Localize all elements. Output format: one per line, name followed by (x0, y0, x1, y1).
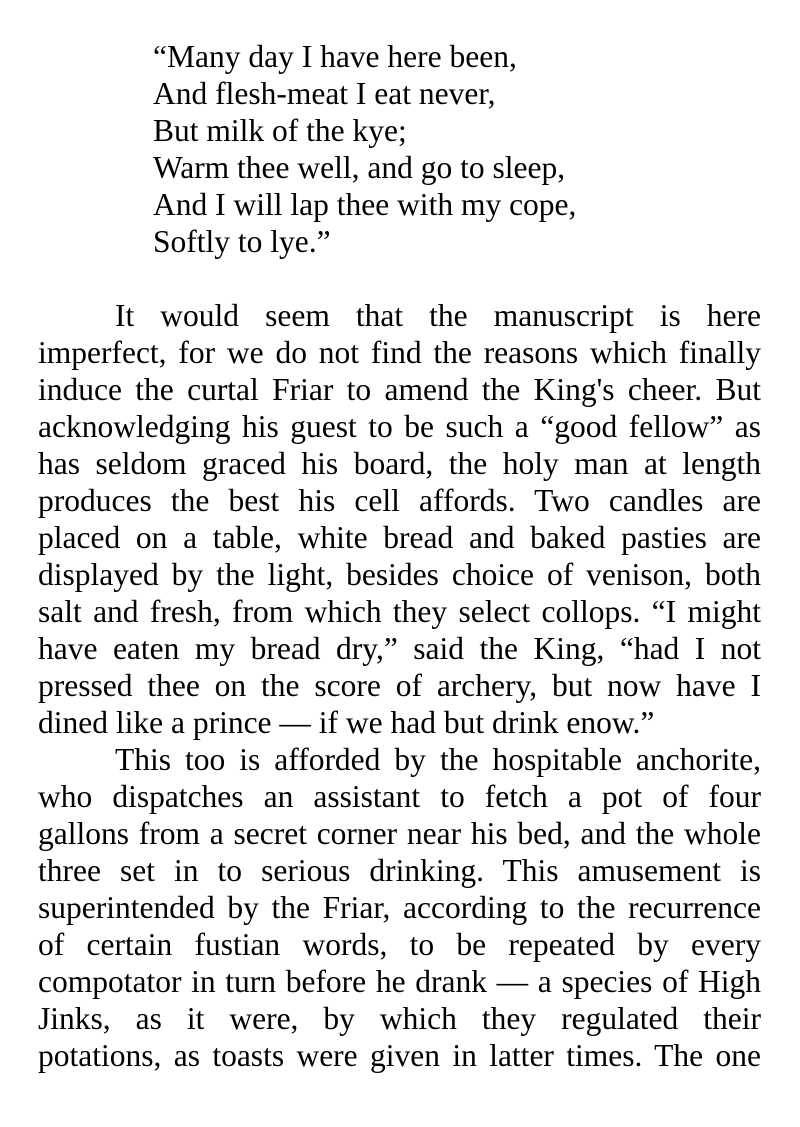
text-line: of certain fustian words, to be repeated by every (38, 927, 761, 962)
text-line: dined like a prince — if we had but drink enow.” (38, 705, 655, 740)
text-line: induce the curtal Friar to amend the King's cheer. But (38, 372, 761, 407)
text-line: It would seem that the manuscript is here (115, 298, 761, 333)
text-line: three set in to serious drinking. This amusement is (38, 853, 761, 888)
verse-line: Warm thee well, and go to sleep, (153, 150, 566, 185)
verse-block (153, 38, 576, 260)
text-line: displayed by the light, besides choice of venison, both (38, 557, 761, 592)
text-line: compotator in turn before he drank — a species of High (38, 964, 761, 999)
text-line: gallons from a secret corner near his bed, and the whole (38, 816, 761, 851)
text-line: has seldom graced his board, the holy man at length (38, 446, 761, 481)
verse-line: Softly to lye.” (153, 224, 331, 259)
verse-line: And flesh-meat I eat never, (153, 76, 496, 111)
prose-block (38, 297, 761, 1074)
text-line: acknowledging his guest to be such a “good fellow” as (38, 409, 761, 444)
text-line: placed on a table, white bread and baked pasties are (38, 520, 761, 555)
text-line: potations, as toasts were given in latter times. The one (38, 1038, 761, 1073)
verse-line: And I will lap thee with my cope, (153, 187, 577, 222)
text-line: imperfect, for we do not find the reasons which finally (38, 335, 761, 370)
paragraph-2 (38, 741, 761, 1074)
text-line: have eaten my bread dry,” said the King, “had I not (38, 631, 761, 666)
paragraph-1 (38, 297, 761, 741)
text-line: salt and fresh, from which they select collops. “I might (38, 594, 761, 629)
text-line: who dispatches an assistant to fetch a pot of four (38, 779, 761, 814)
text-line: pressed thee on the score of archery, but now have I (38, 668, 761, 703)
text-line: produces the best his cell affords. Two candles are (38, 483, 761, 518)
verse-line: “Many day I have here been, (153, 39, 517, 74)
text-line: superintended by the Friar, according to the recurrence (38, 890, 761, 925)
text-line: This too is afforded by the hospitable anchorite, (115, 742, 761, 777)
verse-line: But milk of the kye; (153, 113, 407, 148)
text-line: Jinks, as it were, by which they regulated their (38, 1001, 761, 1036)
